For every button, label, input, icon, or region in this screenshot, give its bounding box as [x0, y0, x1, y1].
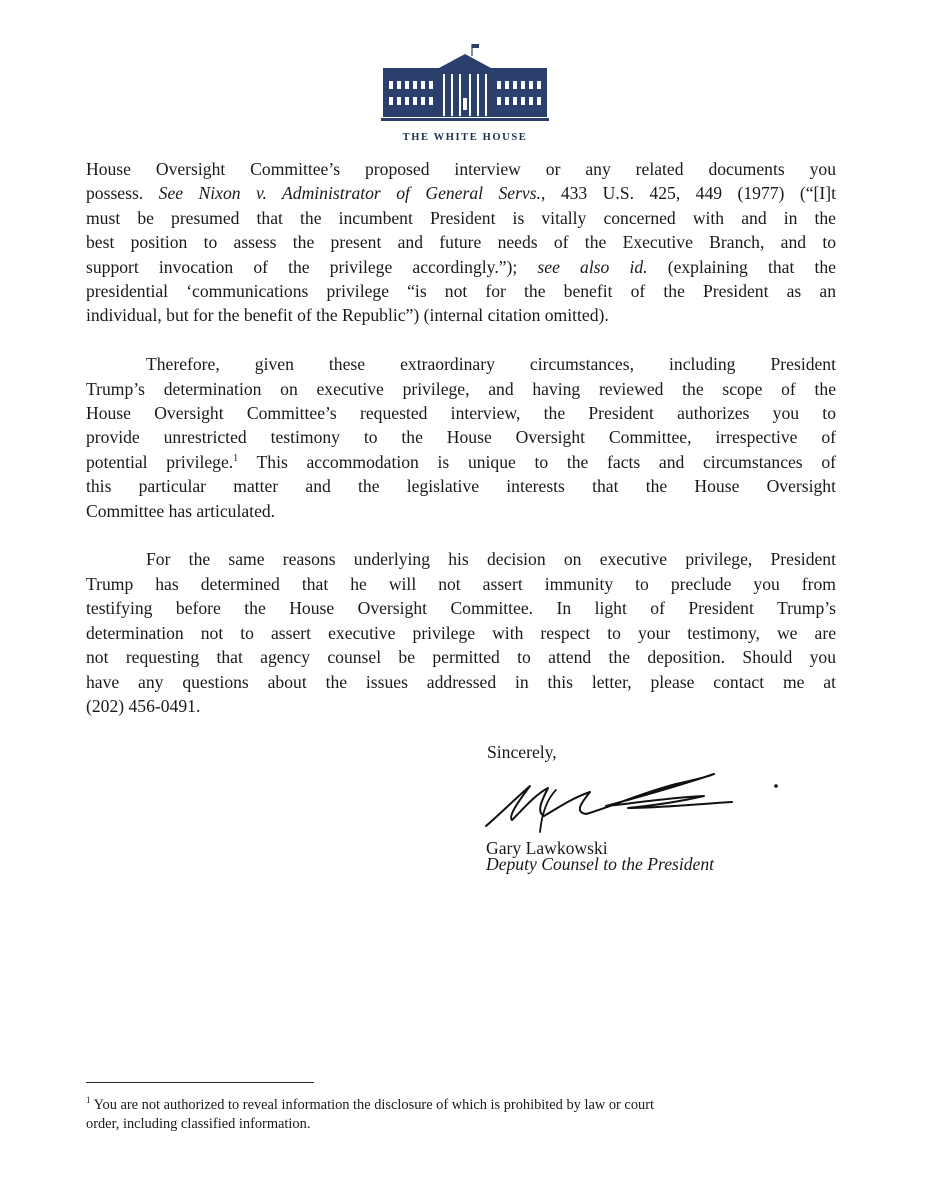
text-line: must be presumed that the incumbent President is vitally concerned with and in the — [86, 207, 836, 228]
letterhead-caption: THE WHITE HOUSE — [402, 132, 528, 143]
footnote-text: You are not authorized to reveal information the disclosure of which is prohibited by law or court — [90, 1097, 654, 1113]
signer-title: Deputy Counsel to the President — [486, 854, 715, 874]
footnote-divider — [86, 1082, 314, 1083]
footnote-text: order, including classified information. — [86, 1116, 311, 1132]
letter-body — [86, 157, 836, 718]
footnote — [86, 1096, 816, 1134]
footnote-number: 1 — [86, 1095, 91, 1106]
text-line: (202) 456-0491. — [86, 695, 201, 716]
letterhead — [375, 40, 555, 143]
footnote-marker: 1 — [233, 453, 239, 464]
text-line: best position to assess the present and future needs of the Executive Branch, and to — [86, 232, 836, 253]
text-line: Trump’s determination on executive privilege, and having reviewed the scope of the — [86, 378, 836, 399]
paragraph-1 — [86, 157, 836, 328]
handwritten-signature — [478, 768, 798, 838]
text-line: Trump has determined that he will not assert immunity to preclude you from — [86, 573, 836, 594]
paragraph-2 — [86, 352, 836, 523]
case-citation: See Nixon v. Administrator of General Servs. — [158, 183, 541, 204]
paragraph-3 — [86, 547, 836, 718]
text-line: not requesting that agency counsel be permitted to attend the deposition. Should you — [86, 647, 836, 668]
case-citation: see also id. — [537, 256, 648, 277]
text-line: have any questions about the issues addressed in this letter, please contact me at — [86, 671, 836, 692]
text-line: provide unrestricted testimony to the House Oversight Committee, irrespective of — [86, 427, 836, 448]
text-line: House Oversight Committee’s proposed interview or any related documents you — [86, 159, 836, 179]
text-line: this particular matter and the legislative interests that the House Oversight — [86, 476, 836, 497]
text-line: For the same reasons underlying his decision on executive privilege, President — [146, 549, 836, 570]
text-line: House Oversight Committee’s requested interview, the President authorizes you to — [86, 403, 836, 424]
text-line: individual, but for the benefit of the Republic”) (internal citation omitted). — [86, 305, 609, 326]
text-line: possess. See Nixon v. Administrator of General Servs., 433 U.S. 425, 449 (1977) (“[I]t — [86, 183, 837, 204]
salutation: Sincerely, — [487, 742, 557, 762]
text-line: Therefore, given these extraordinary circumstances, including President — [146, 354, 836, 375]
text-line: determination not to assert executive privilege with respect to your testimony, we are — [86, 622, 836, 643]
text-line: Committee has articulated. — [86, 500, 276, 521]
text-line: testifying before the House Oversight Committee. In light of President Trump’s — [86, 598, 836, 619]
signer-name: Gary Lawkowski — [486, 838, 608, 858]
text-line: potential privilege.$^1$ This accommodation is unique to the facts and circumstances of — [86, 451, 836, 472]
text-line: support invocation of the privilege accordingly.”); see also id. (explaining that the — [86, 256, 836, 277]
white-house-building-icon — [381, 40, 549, 124]
text-line: presidential ‘communications privilege “is not for the benefit of the President as an — [86, 281, 836, 302]
